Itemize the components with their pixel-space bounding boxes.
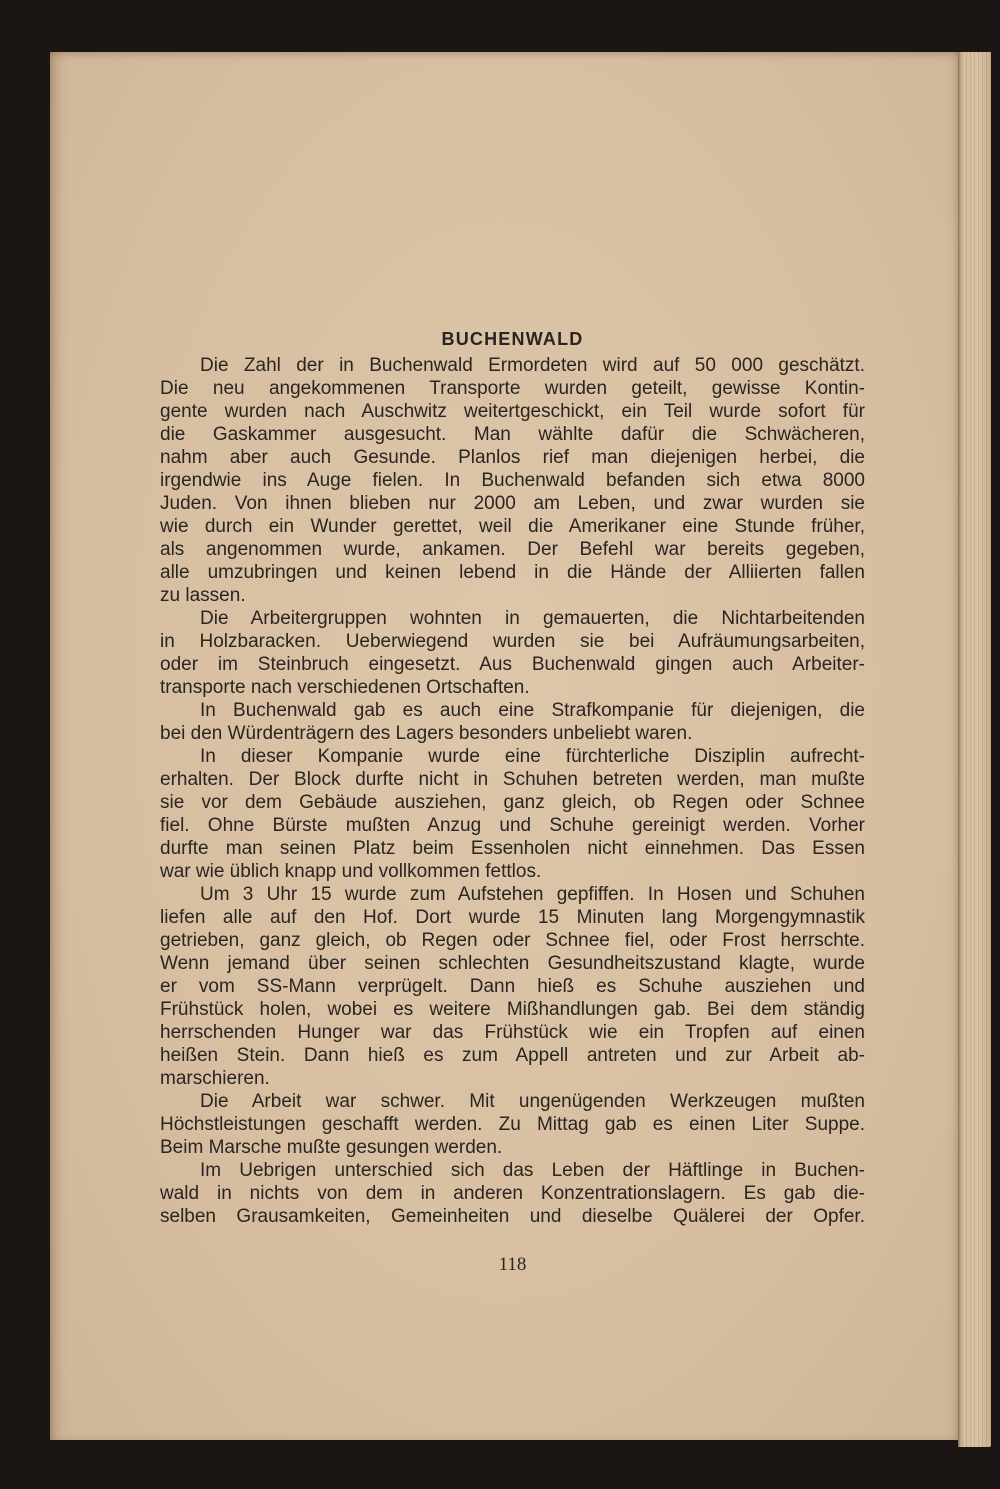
text-line: Beim Marsche mußte gesungen werden. (160, 1137, 503, 1158)
text-line: Höchstleistungen geschafft werden. Zu Mittag gab es einen Liter Suppe. (160, 1114, 865, 1135)
text-line: bei den Würdenträgern des Lagers besonders unbeliebt waren. (160, 723, 693, 744)
paragraph (160, 883, 865, 1090)
text-line: die Gaskammer ausgesucht. Man wählte dafür die Schwächeren, (160, 424, 865, 445)
text-line: Frühstück holen, wobei es weitere Mißhandlungen gab. Bei dem ständig (160, 999, 865, 1020)
paragraph (160, 354, 865, 607)
text-line: irgendwie ins Auge fielen. In Buchenwald befanden sich etwa 8000 (160, 470, 865, 491)
text-line: heißen Stein. Dann hieß es zum Appell antreten und zur Arbeit ab- (160, 1045, 865, 1066)
chapter-title: BUCHENWALD (441, 329, 584, 349)
text-line: sie vor dem Gebäude ausziehen, ganz gleich, ob Regen oder Schnee (160, 792, 865, 813)
text-line: wald in nichts von dem in anderen Konzentrationslagern. Es gab die- (160, 1183, 865, 1204)
text-line: marschieren. (160, 1068, 270, 1089)
paragraph (160, 607, 865, 699)
text-line: Um 3 Uhr 15 wurde zum Aufstehen gepfiffen. In Hosen und Schuhen (200, 884, 865, 905)
text-line: Die neu angekommenen Transporte wurden geteilt, gewisse Kontin- (160, 378, 865, 399)
text-line: selben Grausamkeiten, Gemeinheiten und dieselbe Quälerei der Opfer. (160, 1206, 865, 1227)
page-edge (958, 52, 991, 1447)
text-line: Wenn jemand über seinen schlechten Gesundheitszustand klagte, wurde (160, 953, 865, 974)
text-line: er vom SS-Mann verprügelt. Dann hieß es Schuhe ausziehen und (160, 976, 865, 997)
paragraph (160, 1159, 865, 1228)
text-line: Juden. Von ihnen blieben nur 2000 am Leben, und zwar wurden sie (160, 493, 865, 514)
text-line: als angenommen wurde, ankamen. Der Befehl war bereits gegeben, (160, 539, 865, 560)
body-text (160, 354, 865, 1228)
text-line: erhalten. Der Block durfte nicht in Schuhen betreten werden, man mußte (160, 769, 865, 790)
text-line: Die Arbeit war schwer. Mit ungenügenden Werkzeugen mußten (200, 1091, 865, 1112)
text-line: Die Arbeitergruppen wohnten in gemauerten, die Nichtarbeitenden (200, 608, 865, 629)
text-line: Im Uebrigen unterschied sich das Leben der Häftlinge in Buchen- (200, 1160, 865, 1181)
text-line: oder im Steinbruch eingesetzt. Aus Buchenwald gingen auch Arbeiter- (160, 654, 865, 675)
text-line: alle umzubringen und keinen lebend in die Hände der Alliierten fallen (160, 562, 865, 583)
text-line: gente wurden nach Auschwitz weitertgeschickt, ein Teil wurde sofort für (160, 401, 865, 422)
page-number: 118 (498, 1254, 527, 1275)
book-page (50, 52, 958, 1440)
text-line: zu lassen. (160, 585, 246, 606)
text-line: liefen alle auf den Hof. Dort wurde 15 Minuten lang Morgengymnastik (160, 907, 865, 928)
text-line: in Holzbaracken. Ueberwiegend wurden sie bei Aufräumungsarbeiten, (160, 631, 865, 652)
paragraph (160, 1090, 865, 1159)
paragraph (160, 745, 865, 883)
text-line: herrschenden Hunger war das Frühstück wie ein Tropfen auf einen (160, 1022, 865, 1043)
text-line: In dieser Kompanie wurde eine fürchterliche Disziplin aufrecht- (200, 746, 865, 767)
text-line: wie durch ein Wunder gerettet, weil die Amerikaner eine Stunde früher, (160, 516, 865, 537)
text-line: Die Zahl der in Buchenwald Ermordeten wird auf 50 000 geschätzt. (200, 355, 865, 376)
text-line: getrieben, ganz gleich, ob Regen oder Schnee fiel, oder Frost herrschte. (160, 930, 865, 951)
text-line: war wie üblich knapp und vollkommen fettlos. (160, 861, 542, 882)
text-line: fiel. Ohne Bürste mußten Anzug und Schuhe gereinigt werden. Vorher (160, 815, 865, 836)
text-line: nahm aber auch Gesunde. Planlos rief man diejenigen herbei, die (160, 447, 865, 468)
text-line: durfte man seinen Platz beim Essenholen nicht einnehmen. Das Essen (160, 838, 865, 859)
text-line: In Buchenwald gab es auch eine Strafkompanie für diejenigen, die (200, 700, 865, 721)
text-line: transporte nach verschiedenen Ortschaften. (160, 677, 530, 698)
paragraph (160, 699, 865, 745)
